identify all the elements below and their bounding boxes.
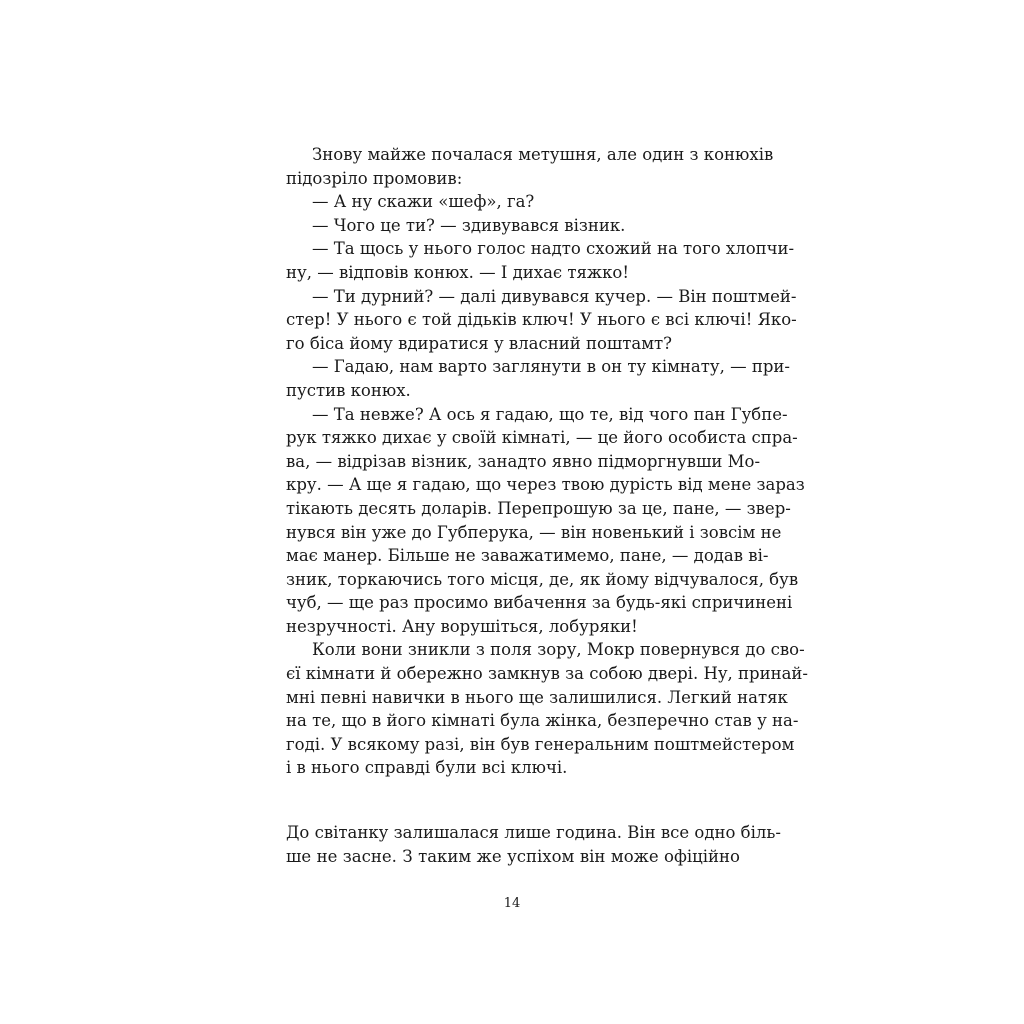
- text-line: і в нього справді були всі ключі.: [286, 758, 568, 778]
- text-line: — Та невже? А ось я гадаю, що те, від чого пан Губпе-: [312, 404, 788, 424]
- paragraph: [286, 638, 808, 780]
- text-line: чуб, — ще раз просимо вибачення за будь-які спричинені: [286, 593, 793, 613]
- text-line: годі. У всякому разі, він був генеральним поштмейстером: [286, 734, 795, 754]
- text-line: стер! У нього є той дідьків ключ! У нього є всі ключі! Яко-: [286, 310, 797, 330]
- text-line: — Чого це ти? — здивувався візник.: [312, 215, 626, 235]
- text-line: єї кімнати й обережно замкнув за собою двері. Ну, принай-: [286, 664, 808, 684]
- text-line: ше не засне. З таким же успіхом він може офіційно: [286, 846, 740, 866]
- text-line: зник, торкаючись того місця, де, як йому відчувалося, був: [286, 569, 799, 589]
- paragraph: [286, 190, 740, 214]
- text-line: має манер. Більше не заважатимемо, пане, — додав ві-: [286, 546, 769, 566]
- paragraph: [286, 143, 774, 190]
- continuation-text-block: [286, 821, 781, 868]
- text-line: ну, — відповів конюх. — І дихає тяжко!: [286, 262, 629, 282]
- text-line: — Гадаю, нам варто заглянути в он ту кімнату, — при-: [312, 357, 790, 377]
- text-line: підозріло промовив:: [286, 168, 463, 188]
- text-line: — Та щось у нього голос надто схожий на того хлопчи-: [312, 239, 795, 259]
- text-line: незручності. Ану ворушіться, лобуряки!: [286, 616, 638, 636]
- text-line: — Ти дурний? — далі дивувався кучер. — Він поштмей-: [312, 286, 797, 306]
- text-line: пустив конюх.: [286, 380, 411, 400]
- paragraph: [286, 285, 797, 356]
- paragraph: [286, 403, 805, 639]
- text-line: До світанку залишалася лише година. Він все одно біль-: [286, 823, 781, 842]
- page-number: 14: [503, 896, 521, 911]
- text-line: го біса йому вдиратися у власний поштамт?: [286, 333, 673, 353]
- paragraph: [286, 237, 795, 284]
- main-text-block: [286, 143, 808, 780]
- text-line: мні певні навички в нього ще залишилися. Легкий натяк: [286, 687, 788, 707]
- text-line: на те, що в його кімнаті була жінка, безперечно став у на-: [286, 711, 799, 731]
- text-line: — А ну скажи «шеф», га?: [312, 192, 535, 212]
- text-line: кру. — А ще я гадаю, що через твою дурість від мене зараз: [286, 475, 805, 495]
- paragraph: [286, 355, 790, 402]
- text-line: ва, — відрізав візник, занадто явно підморгнувши Мо-: [286, 451, 761, 471]
- text-line: нувся він уже до Губперука, — він новенький і зовсім не: [286, 522, 782, 542]
- text-line: Знову майже почалася метушня, але один з конюхів: [312, 145, 774, 164]
- text-line: Коли вони зникли з поля зору, Мокр повернувся до сво-: [312, 640, 805, 660]
- text-line: рук тяжко дихає у своїй кімнаті, — це його особиста спра-: [286, 428, 798, 448]
- paragraph: [286, 214, 740, 238]
- text-line: тікають десять доларів. Перепрошую за це, пане, — звер-: [286, 498, 791, 518]
